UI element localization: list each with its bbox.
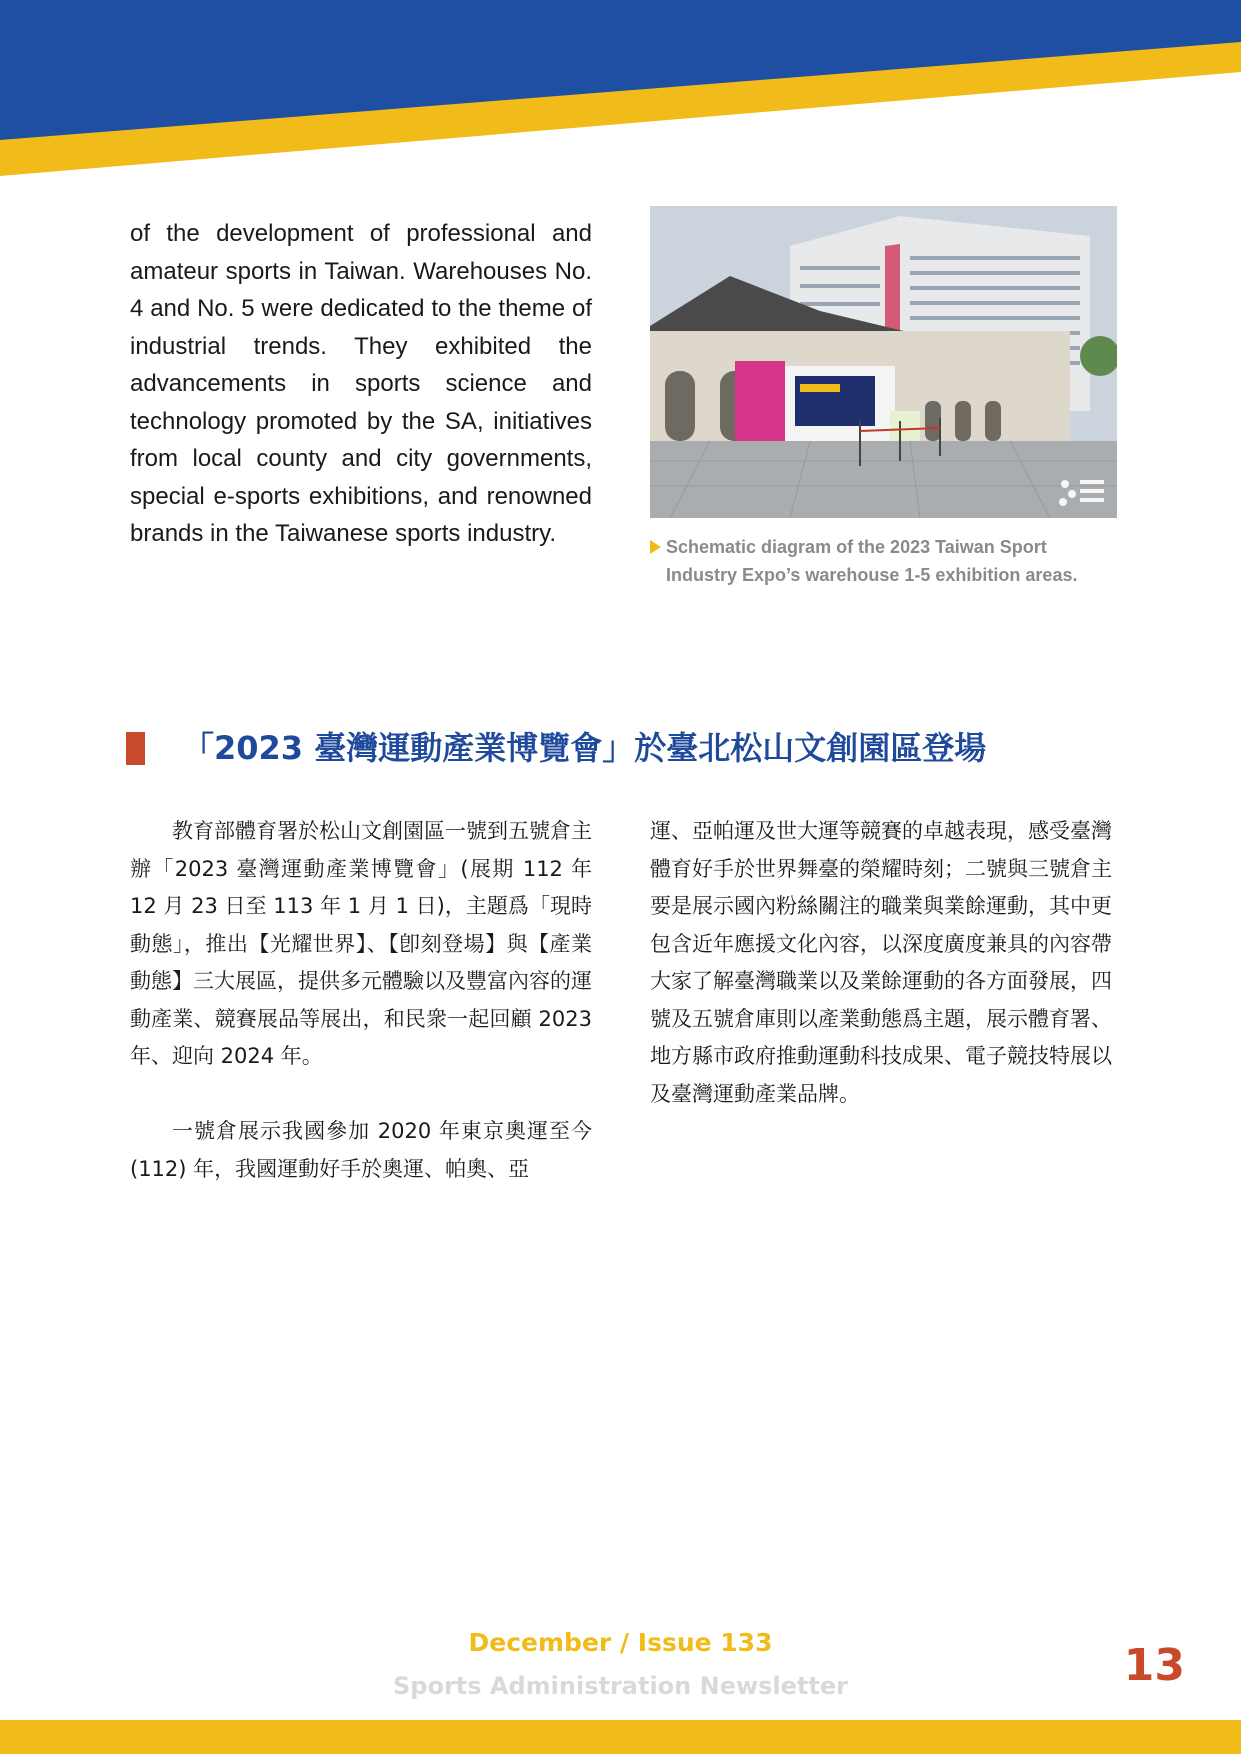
expo-photo [650, 206, 1117, 518]
photo-caption-text: Schematic diagram of the 2023 Taiwan Sport Industry Expo’s warehouse 1-5 exhibition areas. [666, 537, 1078, 585]
footer-publication: Sports Administration Newsletter [392, 1672, 848, 1700]
zh-column-right [650, 813, 1112, 1113]
section-marker [126, 732, 145, 765]
english-paragraph: of the development of professional and amateur sports in Taiwan. Warehouses No. 4 and No. 5 were dedicated to the theme of industrial trends. They exhibited the advancements in sports science and technology promoted by the SA, initiatives from local county and city governments, special e-sports exhibitions, and renowned brands in the Taiwanese sports industry. [130, 220, 592, 547]
section-title: 「2023 臺灣運動產業博覽會」於臺北松山文創園區登場 [182, 729, 987, 767]
page-number: 13 [1123, 1640, 1185, 1691]
header-banner [0, 0, 1241, 180]
zh-paragraph-1: 教育部體育署於松山文創園區一號到五號倉主辦「2023 臺灣運動產業博覽會」(展期 112 年 12 月 23 日至 113 年 1 月 1 日)，主題爲「現時動態」，推出【光耀世界】、【卽刻登場】與【產業動態】三大展區，提供多元體驗以及豐富內容的運動產業、競賽展品等展出，和民衆一起回顧 2023 年、迎向 2024 年。 [130, 819, 592, 1068]
footer-issue: December / Issue 133 [468, 1628, 773, 1657]
footer-bar [0, 1720, 1241, 1754]
expo-photo-illustration [650, 206, 1117, 518]
caption-arrow-icon [650, 540, 661, 554]
zh-paragraph-2-continued: 運、亞帕運及世大運等競賽的卓越表現，感受臺灣體育好手於世界舞臺的榮耀時刻；二號與三號倉主要是展示國內粉絲關注的職業與業餘運動，其中更包含近年應援文化內容，以深度廣度兼具的內容帶大家了解臺灣職業以及業餘運動的各方面發展，四號及五號倉庫則以產業動態爲主題，展示體育署、地方縣市政府推動運動科技成果、電子競技特展以及臺灣運動產業品牌。 [650, 819, 1112, 1106]
zh-column-left [130, 813, 592, 1188]
zh-paragraph-2-start: 一號倉展示我國參加 2020 年東京奧運至今 (112) 年，我國運動好手於奧運、帕奧、亞 [130, 1119, 592, 1181]
photo-caption [650, 533, 1120, 589]
